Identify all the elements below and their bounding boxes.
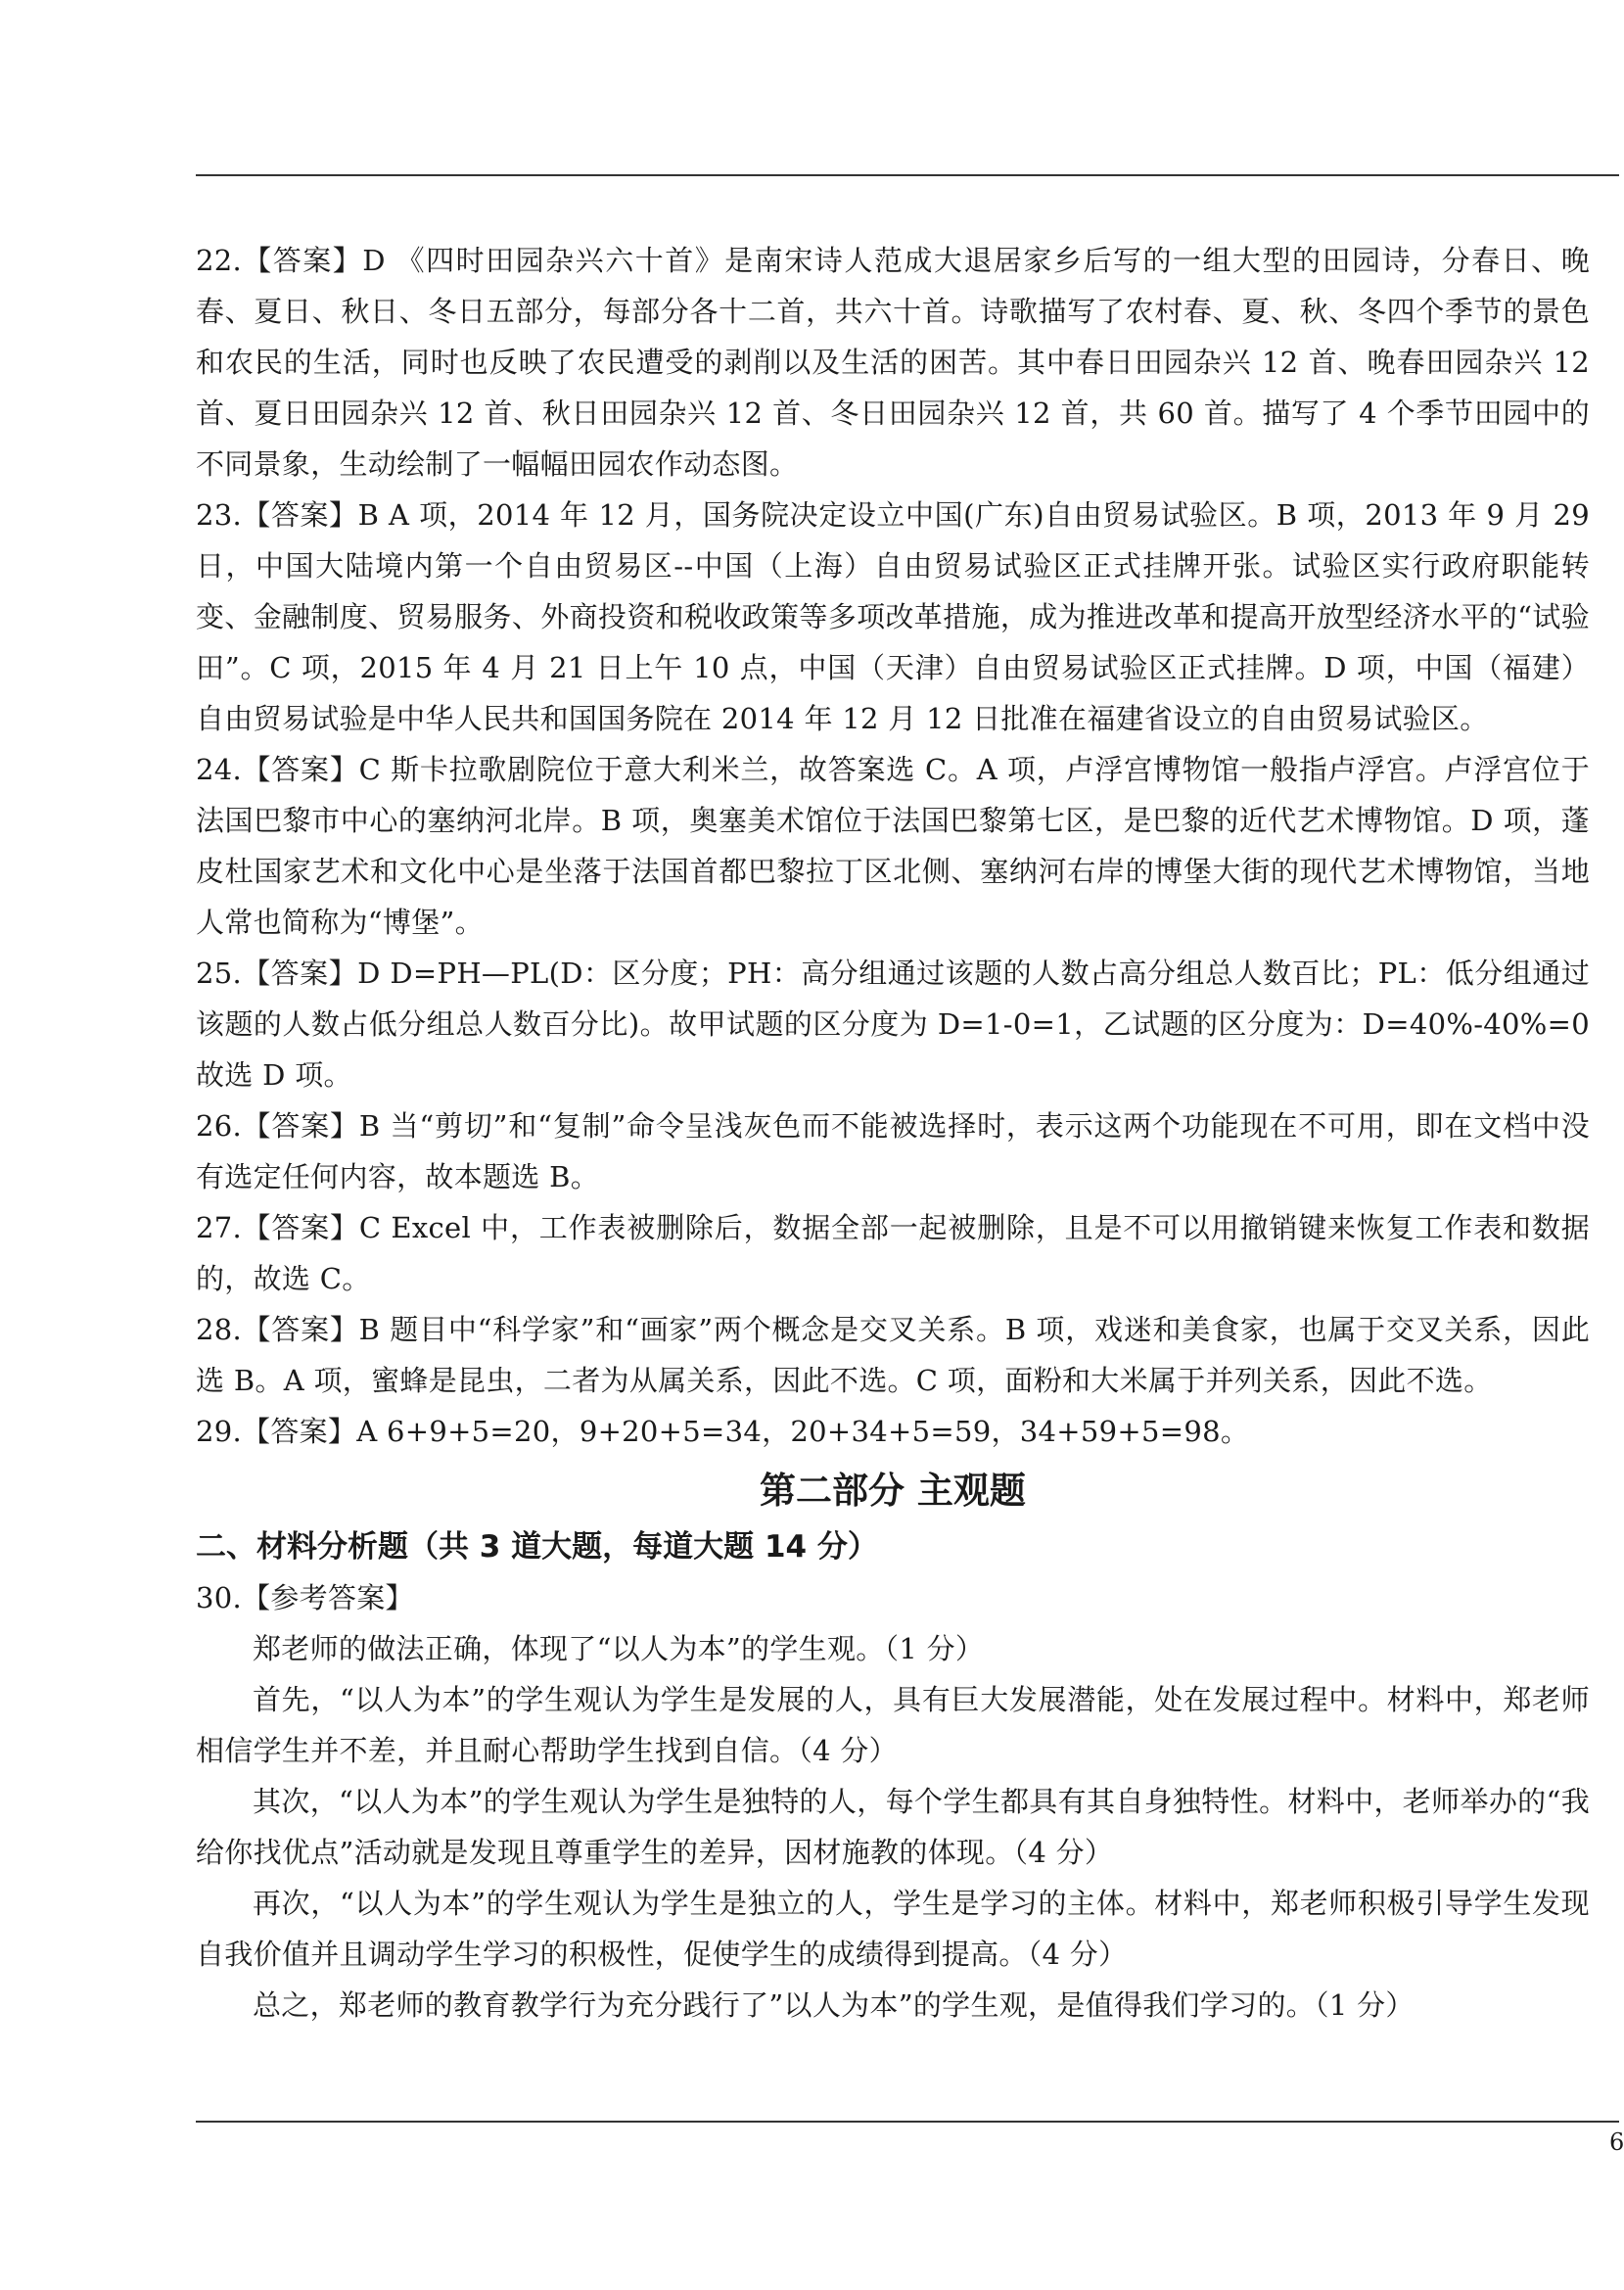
q30-label: 30.【参考答案】 <box>196 1581 414 1614</box>
answer-26: 26.【答案】B 当“剪切”和“复制”命令呈浅灰色而不能被选择时，表示这两个功能现在不可用，即在文档中没有选定任何内容，故本题选 B。 <box>196 1109 1590 1193</box>
section-title: 二、材料分析题（共 3 道大题，每道大题 14 分） <box>196 1529 878 1565</box>
q30-paragraph: 郑老师的做法正确，体现了“以人为本”的学生观。（1 分） <box>253 1632 985 1665</box>
answer-27: 27.【答案】C Excel 中，工作表被删除后，数据全部一起被删除，且是不可以用撤销键来恢复工作表和数据的，故选 C。 <box>196 1211 1590 1295</box>
part-title: 第二部分 主观题 <box>760 1470 1026 1512</box>
footer-rule <box>196 2121 1619 2123</box>
q30-paragraph: 总之，郑老师的教育教学行为充分践行了”以人为本”的学生观，是值得我们学习的。（1 分） <box>253 1988 1415 2022</box>
answer-24: 24.【答案】C 斯卡拉歌剧院位于意大利米兰，故答案选 C。A 项，卢浮宫博物馆一般指卢浮宫。卢浮宫位于法国巴黎市中心的塞纳河北岸。B 项，奥塞美术馆位于法国巴黎第七区，是巴黎的近代艺术博物馆。D 项，蓬皮杜国家艺术和文化中心是坐落于法国首都巴黎拉丁区北侧、塞纳河右岸的博堡大街的现代艺术博物馆，当地人常也简称为“博堡”。 <box>196 753 1590 939</box>
page-number: 6 <box>1609 2128 1624 2156</box>
answer-29: 29.【答案】A 6+9+5=20，9+20+5=34，20+34+5=59，34+59+5=98。 <box>196 1415 1250 1448</box>
header-rule <box>196 174 1619 176</box>
document-body <box>196 235 1590 2031</box>
answer-22: 22.【答案】D 《四时田园杂兴六十首》是南宋诗人范成大退居家乡后写的一组大型的田园诗，分春日、晚春、夏日、秋日、冬日五部分，每部分各十二首，共六十首。诗歌描写了农村春、夏、秋、冬四个季节的景色和农民的生活，同时也反映了农民遭受的剥削以及生活的困苦。其中春日田园杂兴 12 首、晚春田园杂兴 12 首、夏日田园杂兴 12 首、秋日田园杂兴 12 首、冬日田园杂兴 12 首，共 60 首。描写了 4 个季节田园中的不同景象，生动绘制了一幅幅田园农作动态图。 <box>196 244 1590 481</box>
q30-paragraph: 首先，“以人为本”的学生观认为学生是发展的人，具有巨大发展潜能，处在发展过程中。材料中，郑老师相信学生并不差，并且耐心帮助学生找到自信。（4 分） <box>196 1683 1590 1767</box>
answer-23: 23.【答案】B A 项，2014 年 12 月，国务院决定设立中国(广东)自由贸易试验区。B 项，2013 年 9 月 29 日，中国大陆境内第一个自由贸易区--中国（上海）自由贸易试验区正式挂牌开张。试验区实行政府职能转变、金融制度、贸易服务、外商投资和税收政策等多项改革措施，成为推进改革和提高开放型经济水平的“试验田”。C 项，2015 年 4 月 21 日上午 10 点，中国（天津）自由贸易试验区正式挂牌。D 项，中国（福建）自由贸易试验是中华人民共和国国务院在 2014 年 12 月 12 日批准在福建省设立的自由贸易试验区。 <box>196 498 1590 735</box>
answer-28: 28.【答案】B 题目中“科学家”和“画家”两个概念是交叉关系。B 项，戏迷和美食家，也属于交叉关系，因此选 B。A 项，蜜蜂是昆虫，二者为从属关系，因此不选。C 项，面粉和大米属于并列关系，因此不选。 <box>196 1313 1590 1397</box>
q30-paragraph: 再次，“以人为本”的学生观认为学生是独立的人，学生是学习的主体。材料中，郑老师积极引导学生发现自我价值并且调动学生学习的积极性，促使学生的成绩得到提高。（4 分） <box>196 1887 1590 1971</box>
q30-paragraph: 其次，“以人为本”的学生观认为学生是独特的人，每个学生都具有其自身独特性。材料中，老师举办的“我给你找优点”活动就是发现且尊重学生的差异，因材施教的体现。（4 分） <box>196 1785 1590 1869</box>
answer-25: 25.【答案】D D=PH—PL(D：区分度；PH：高分组通过该题的人数占高分组总人数百比；PL：低分组通过该题的人数占低分组总人数百分比)。故甲试题的区分度为 D=1-0=1，乙试题的区分度为：D=40%-40%=0 故选 D 项。 <box>196 957 1590 1092</box>
